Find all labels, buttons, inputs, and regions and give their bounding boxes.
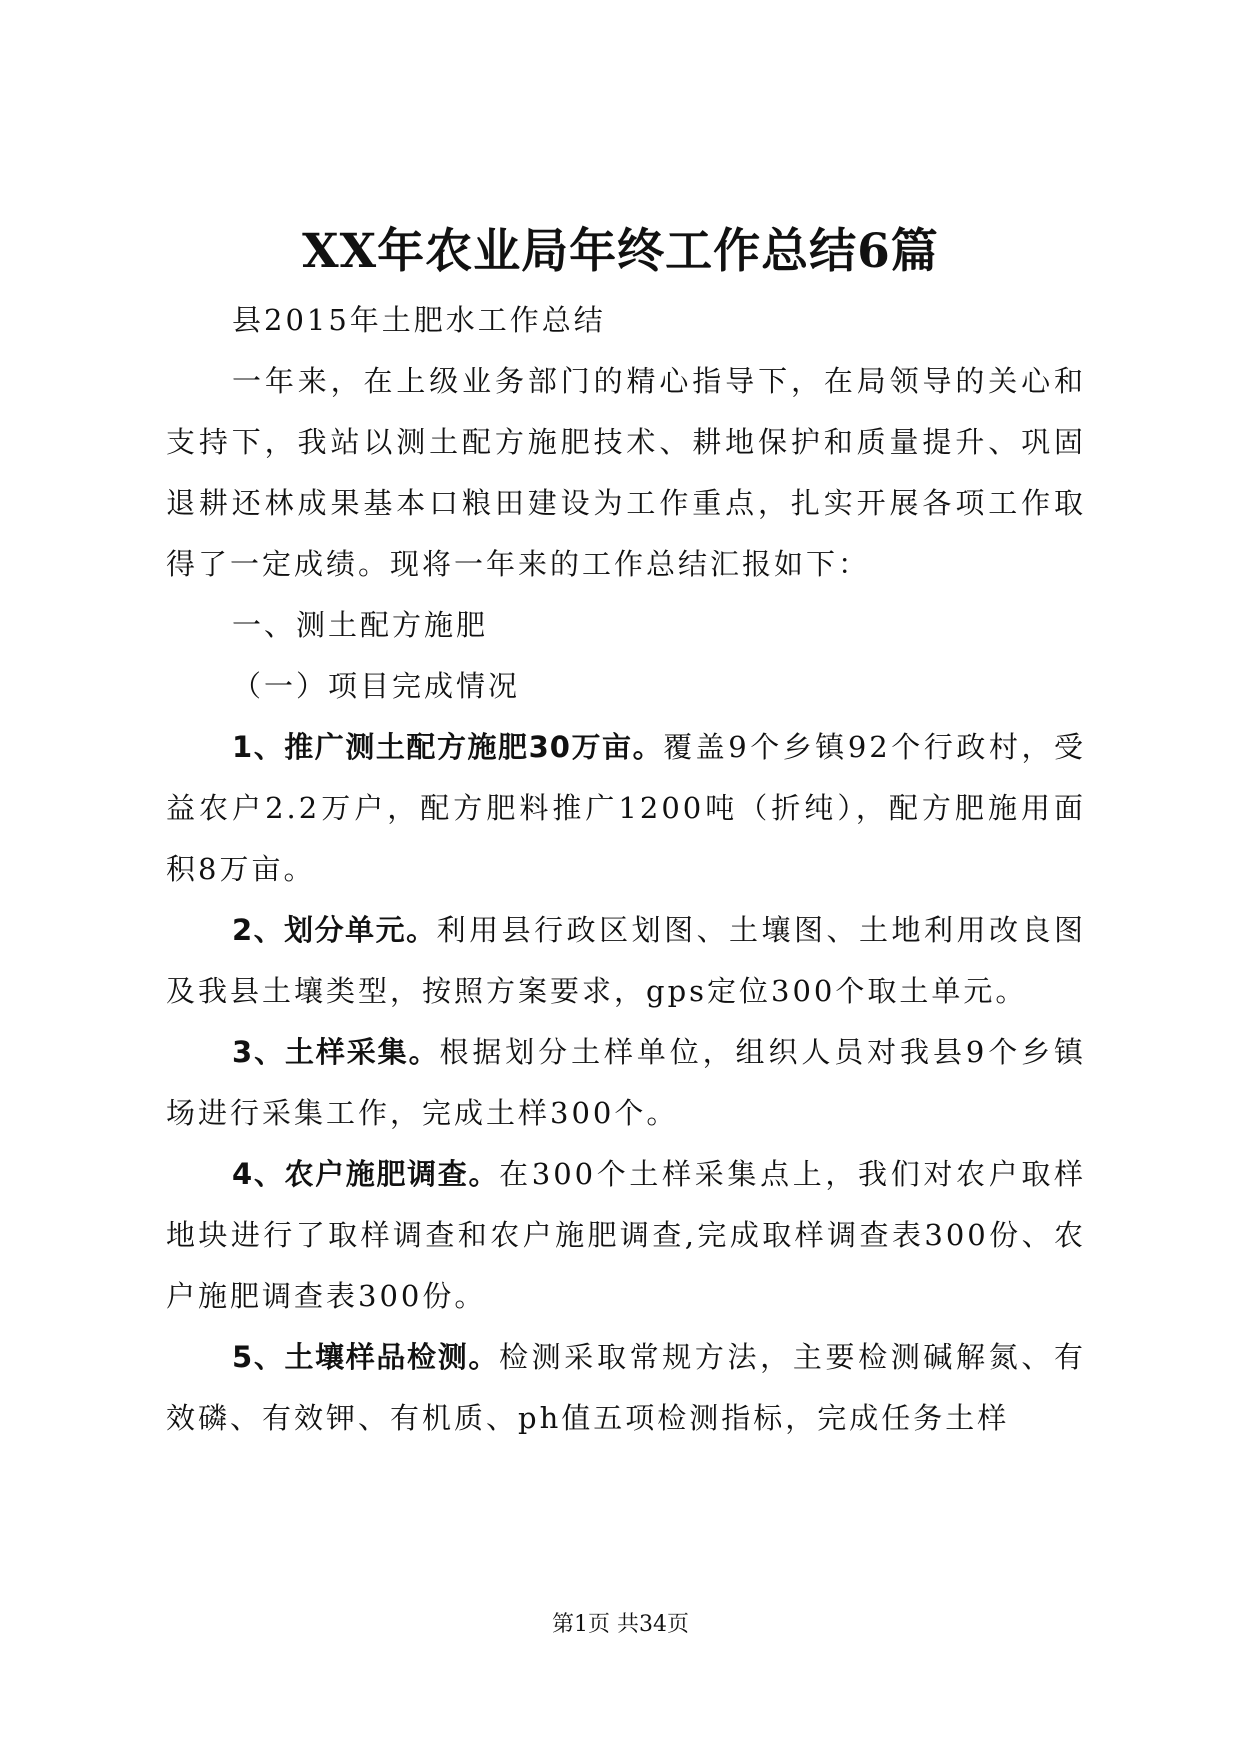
paragraph-intro: 一年来，在上级业务部门的精心指导下，在局领导的关心和支持下，我站以测土配方施肥技术、耕地保护和质量提升、巩固退耕还林成果基本口粮田建设为工作重点，扎实开展各项工作取得了一定成绩。现将一年来的工作总结汇报如下： <box>166 364 1086 581</box>
item-lead: 4、农户施肥调查。 <box>232 1157 500 1191</box>
list-item <box>166 1022 1086 1144</box>
list-item <box>166 1144 1086 1327</box>
item-lead: 2、划分单元。 <box>232 913 437 947</box>
item-text: 在300个土样采集点上，我们对农户取样地块进行了取样调查和农户施肥调查,完成取样调查表300份、农户施肥调查表300份。 <box>166 1157 1086 1313</box>
paragraph-subtitle: 县2015年土肥水工作总结 <box>232 303 606 337</box>
subsection-heading: （一）项目完成情况 <box>232 669 521 703</box>
list-item <box>166 717 1086 900</box>
document-body <box>166 290 1086 1449</box>
list-item <box>166 1327 1086 1449</box>
item-lead: 1、推广测土配方施肥30万亩。 <box>232 730 664 764</box>
list-item <box>166 900 1086 1022</box>
item-text: 利用县行政区划图、土壤图、土地利用改良图及我县土壤类型，按照方案要求，gps定位300个取土单元。 <box>166 913 1086 1008</box>
item-text: 检测采取常规方法，主要检测碱解氮、有效磷、有效钾、有机质、ph值五项检测指标，完成任务土样 <box>166 1340 1086 1435</box>
item-text: 覆盖9个乡镇92个行政村，受益农户2.2万户，配方肥料推广1200吨（折纯），配方肥施用面积8万亩。 <box>166 730 1086 886</box>
item-text: 根据划分土样单位，组织人员对我县9个乡镇场进行采集工作，完成土样300个。 <box>166 1035 1086 1130</box>
document-title: XX年农业局年终工作总结6篇 <box>302 224 939 279</box>
page-footer: 第1页 共34页 <box>552 1612 689 1637</box>
item-lead: 5、土壤样品检测。 <box>232 1340 499 1374</box>
section-heading: 一、测土配方施肥 <box>232 608 489 642</box>
item-lead: 3、土样采集。 <box>232 1035 440 1069</box>
